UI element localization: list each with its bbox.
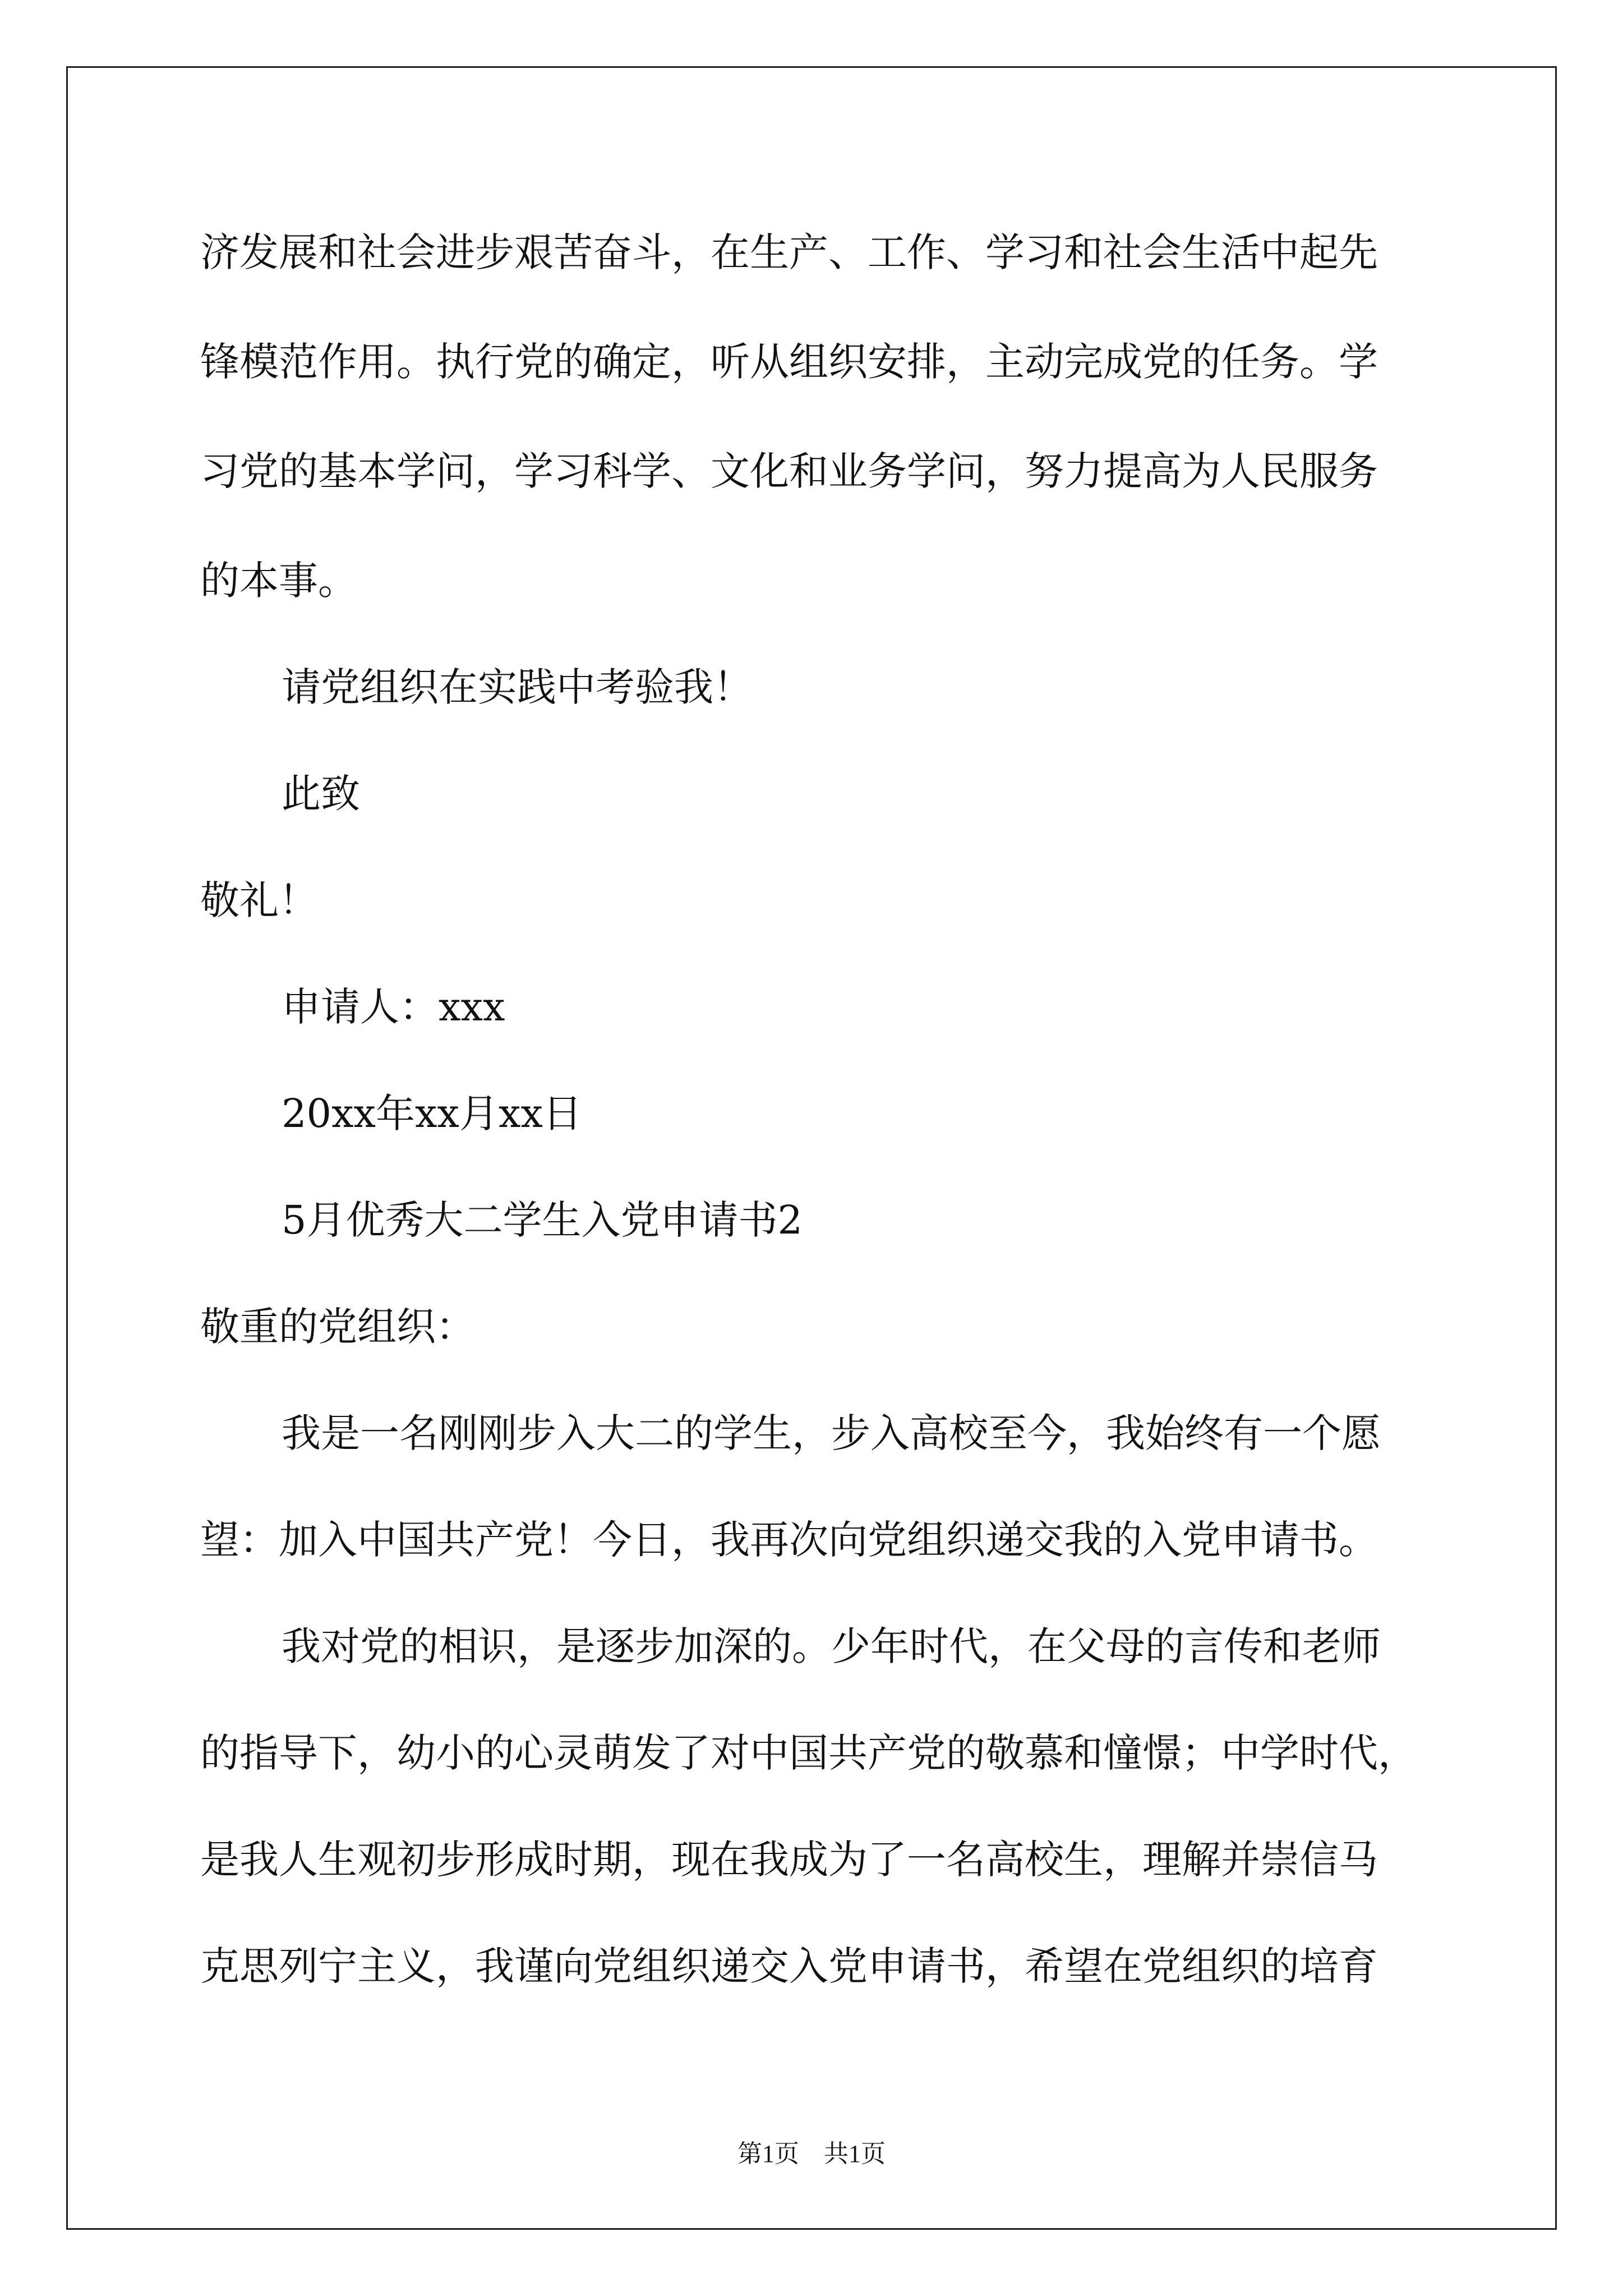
text-line: 锋模范作用。执行党的确定，听从组织安排，主动完成党的任务。学 — [200, 339, 1378, 385]
text-line: 济发展和社会进步艰苦奋斗，在生产、工作、学习和社会生活中起先 — [200, 229, 1378, 275]
date-line: 20xx年xx月xx日 — [282, 1091, 582, 1137]
greeting-line: 敬重的党组织： — [200, 1304, 475, 1350]
text-line: 的指导下，幼小的心灵萌发了对中国共产党的敬慕和憧憬；中学时代， — [200, 1730, 1417, 1776]
text-line: 望：加入中国共产党！今日，我再次向党组织递交我的入党申请书。 — [200, 1517, 1378, 1563]
salutation-line: 敬礼！ — [200, 877, 318, 923]
section-title: 5月优秀大二学生入党申请书2 — [282, 1197, 803, 1243]
text-line: 请党组织在实践中考验我！ — [282, 664, 753, 710]
applicant-line: 申请人：xxx — [282, 984, 505, 1030]
page-border — [66, 66, 1557, 2230]
text-line: 我是一名刚刚步入大二的学生，步入高校至今，我始终有一个愿 — [282, 1410, 1381, 1456]
text-line: 我对党的相识，是逐步加深的。少年时代，在父母的言传和老师 — [282, 1623, 1381, 1669]
text-line: 是我人生观初步形成时期，现在我成为了一名高校生，理解并崇信马 — [200, 1837, 1378, 1883]
page-footer: 第1页 共1页 — [737, 2140, 886, 2168]
text-line: 的本事。 — [200, 558, 357, 604]
text-line: 克思列宁主义，我谨向党组织递交入党申请书，希望在党组织的培育 — [200, 1943, 1378, 1989]
salutation-line: 此致 — [282, 771, 360, 817]
text-line: 习党的基本学问，学习科学、文化和业务学问，努力提高为人民服务 — [200, 448, 1378, 494]
